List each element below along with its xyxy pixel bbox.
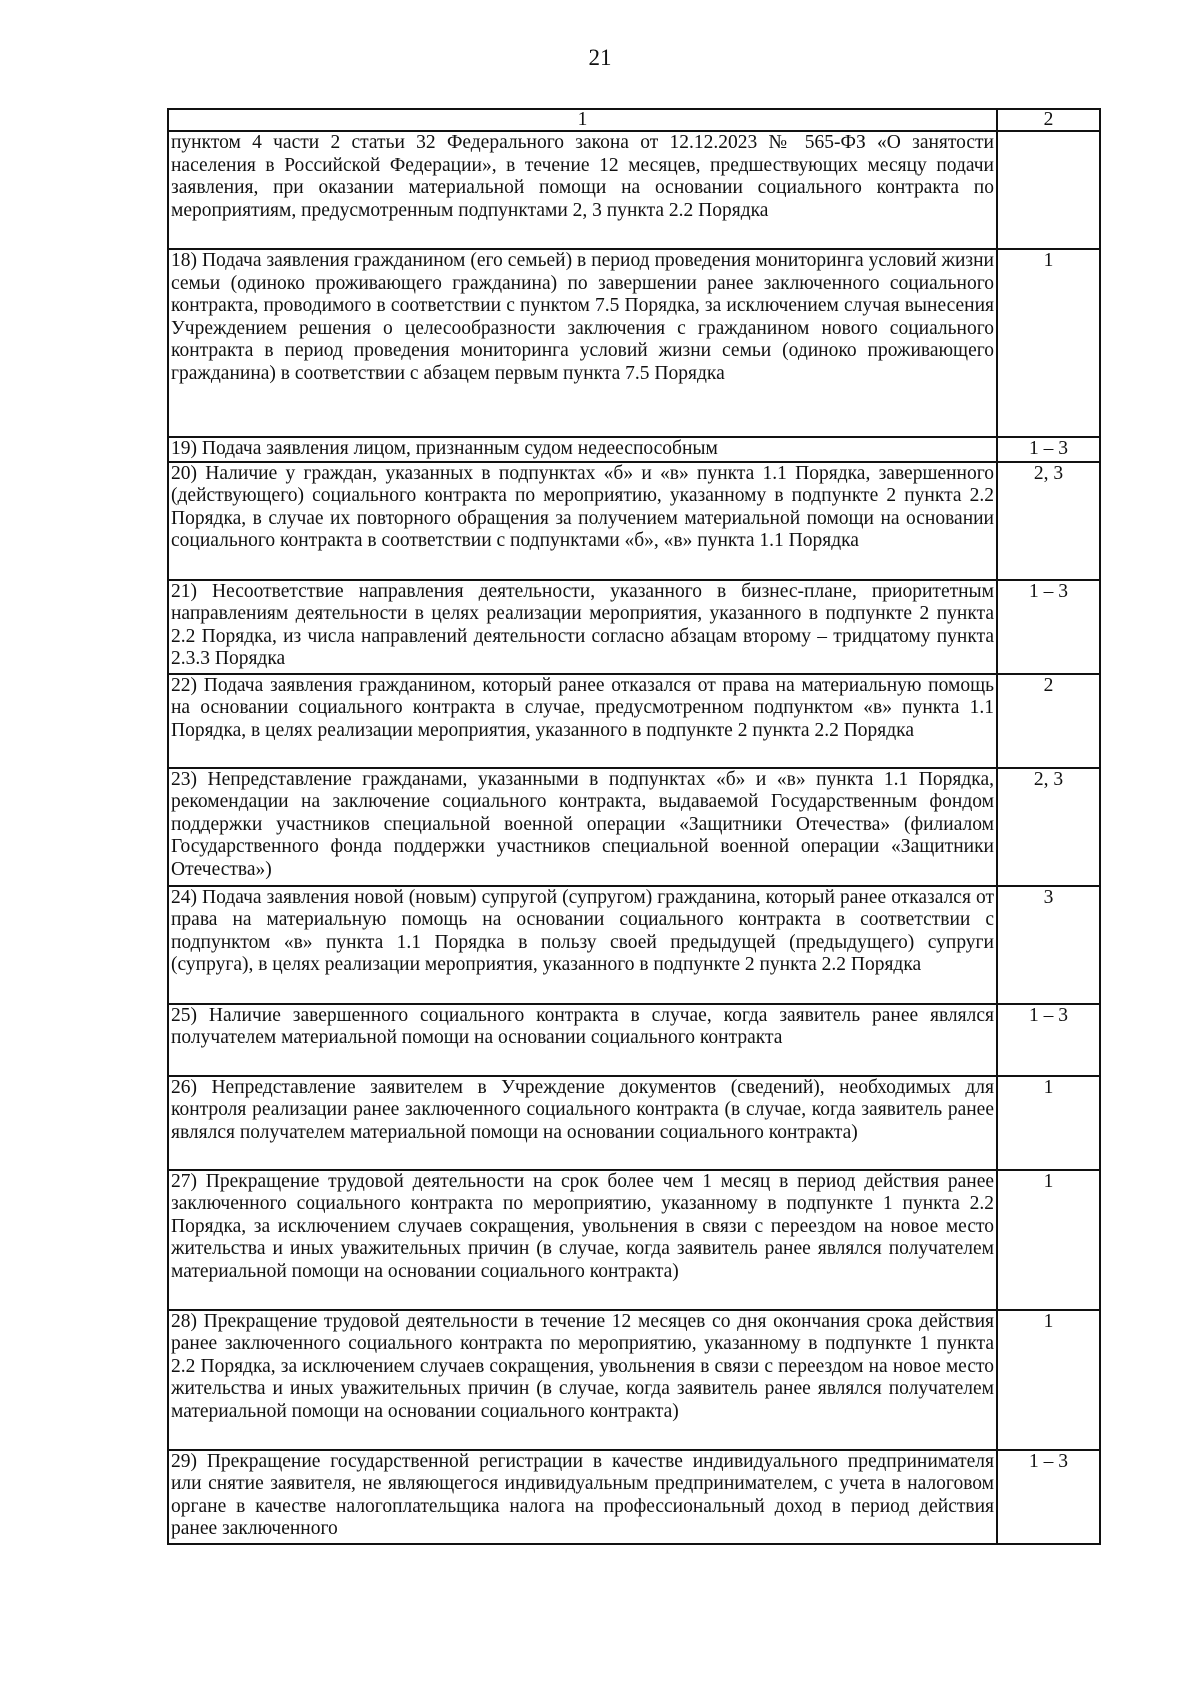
table-row [168, 249, 1100, 437]
table-row [168, 886, 1100, 1004]
condition-text: 28) Прекращение трудовой деятельности в течение 12 месяцев со дня окончания срока действия ранее заключенного социального контракта по мероприятию, указанному в подпункте 1 пункта 2.2 Порядка, за исключением случаев сокращения, увольнения в связи с переездом на новое место жительства и иных уважительных причин (в случае, когда заявитель ранее являлся получателем материальной помощи на основании социального контракта) [168, 1310, 997, 1450]
applicable-measures: 2, 3 [997, 768, 1100, 886]
table-row [168, 1310, 1100, 1450]
table-row [168, 1450, 1100, 1544]
applicable-measures: 1 – 3 [997, 1450, 1100, 1544]
condition-text: 20) Наличие у граждан, указанных в подпунктах «б» и «в» пункта 1.1 Порядка, завершенного (действующего) социального контракта по мероприятию, указанному в подпункте 2 пункта 2.2 Порядка, в случае их повторного обращения за получением материальной помощи на основании социального контракта в соответствии с подпунктами «б», «в» пункта 1.1 Порядка [168, 462, 997, 580]
table-row [168, 1170, 1100, 1310]
condition-text: пунктом 4 части 2 статьи 32 Федерального закона от 12.12.2023 № 565-ФЗ «О занятости населения в Российской Федерации», в течение 12 месяцев, предшествующих месяцу подачи заявления, при оказании материальной помощи на основании социального контракта по мероприятиям, предусмотренным подпунктами 2, 3 пункта 2.2 Порядка [168, 131, 997, 249]
applicable-measures: 1 – 3 [997, 437, 1100, 462]
applicable-measures: 1 – 3 [997, 1004, 1100, 1076]
condition-text: 26) Непредставление заявителем в Учреждение документов (сведений), необходимых для контроля реализации ранее заключенного социального контракта (в случае, когда заявитель ранее являлся получателем материальной помощи на основании социального контракта) [168, 1076, 997, 1170]
condition-text: 18) Подача заявления гражданином (его семьей) в период проведения мониторинга условий жизни семьи (одиноко проживающего гражданина) по завершении ранее заключенного социального контракта, проводимого в соответствии с пунктом 7.5 Порядка, за исключением случая вынесения Учреждением решения о целесообразности заключения с гражданином нового социального контракта в период проведения мониторинга условий жизни семьи (одиноко проживающего гражданина) в соответствии с абзацем первым пункта 7.5 Порядка [168, 249, 997, 437]
table-row [168, 1004, 1100, 1076]
applicable-measures: 2, 3 [997, 462, 1100, 580]
applicable-measures: 2 [997, 674, 1100, 768]
table-header [168, 109, 1100, 131]
applicable-measures: 1 [997, 1170, 1100, 1310]
applicable-measures: 3 [997, 886, 1100, 1004]
table-row [168, 1076, 1100, 1170]
table-row [168, 580, 1100, 674]
condition-text: 29) Прекращение государственной регистрации в качестве индивидуального предпринимателя или снятие заявителя, не являющегося индивидуальным предпринимателем, с учета в налоговом органе в качестве налогоплательщика налога на профессиональный доход в период действия ранее заключенного [168, 1450, 997, 1544]
condition-text: 22) Подача заявления гражданином, который ранее отказался от права на материальную помощь на основании социального контракта в случае, предусмотренном подпунктом «в» пункта 1.1 Порядка, в целях реализации мероприятия, указанного в подпункте 2 пункта 2.2 Порядка [168, 674, 997, 768]
condition-text: 23) Непредставление гражданами, указанными в подпунктах «б» и «в» пункта 1.1 Порядка, рекомендации на заключение социального контракта, выдаваемой Государственным фондом поддержки участников специальной военной операции «Защитники Отечества» (филиалом Государственного фонда поддержки участников специальной военной операции «Защитники Отечества») [168, 768, 997, 886]
applicable-measures: 1 [997, 1076, 1100, 1170]
applicable-measures: 1 [997, 249, 1100, 437]
applicable-measures: 1 [997, 1310, 1100, 1450]
condition-text: 24) Подача заявления новой (новым) супругой (супругом) гражданина, который ранее отказался от права на материальную помощь на основании социального контракта в соответствии с подпунктом «в» пункта 1.1 Порядка в пользу своей предыдущей (предыдущего) супруги (супруга), в целях реализации мероприятия, указанного в подпункте 2 пункта 2.2 Порядка [168, 886, 997, 1004]
table-header-row [168, 109, 1100, 131]
table-row [168, 462, 1100, 580]
column-header-1: 1 [168, 109, 997, 131]
condition-text: 25) Наличие завершенного социального контракта в случае, когда заявитель ранее являлся получателем материальной помощи на основании социального контракта [168, 1004, 997, 1076]
applicable-measures: 1 – 3 [997, 580, 1100, 674]
condition-text: 19) Подача заявления лицом, признанным судом недееспособным [168, 437, 997, 462]
conditions-table [167, 108, 1101, 1545]
page-number: 21 [588, 45, 612, 70]
table-row [168, 674, 1100, 768]
condition-text: 27) Прекращение трудовой деятельности на срок более чем 1 месяц в период действия ранее заключенного социального контракта по мероприятию, указанному в подпункте 1 пункта 2.2 Порядка, за исключением случаев сокращения, увольнения в связи с переездом на новое место жительства и иных уважительных причин (в случае, когда заявитель ранее являлся получателем материальной помощи на основании социального контракта) [168, 1170, 997, 1310]
table-row [168, 131, 1100, 249]
table-body [168, 131, 1100, 1544]
table-row [168, 437, 1100, 462]
column-header-2: 2 [997, 109, 1100, 131]
condition-text: 21) Несоответствие направления деятельности, указанного в бизнес-плане, приоритетным направлениям деятельности в целях реализации мероприятия, указанного в подпункте 2 пункта 2.2 Порядка, из числа направлений деятельности согласно абзацам второму – тридцатому пункта 2.3.3 Порядка [168, 580, 997, 674]
table-row [168, 768, 1100, 886]
applicable-measures [997, 131, 1100, 249]
